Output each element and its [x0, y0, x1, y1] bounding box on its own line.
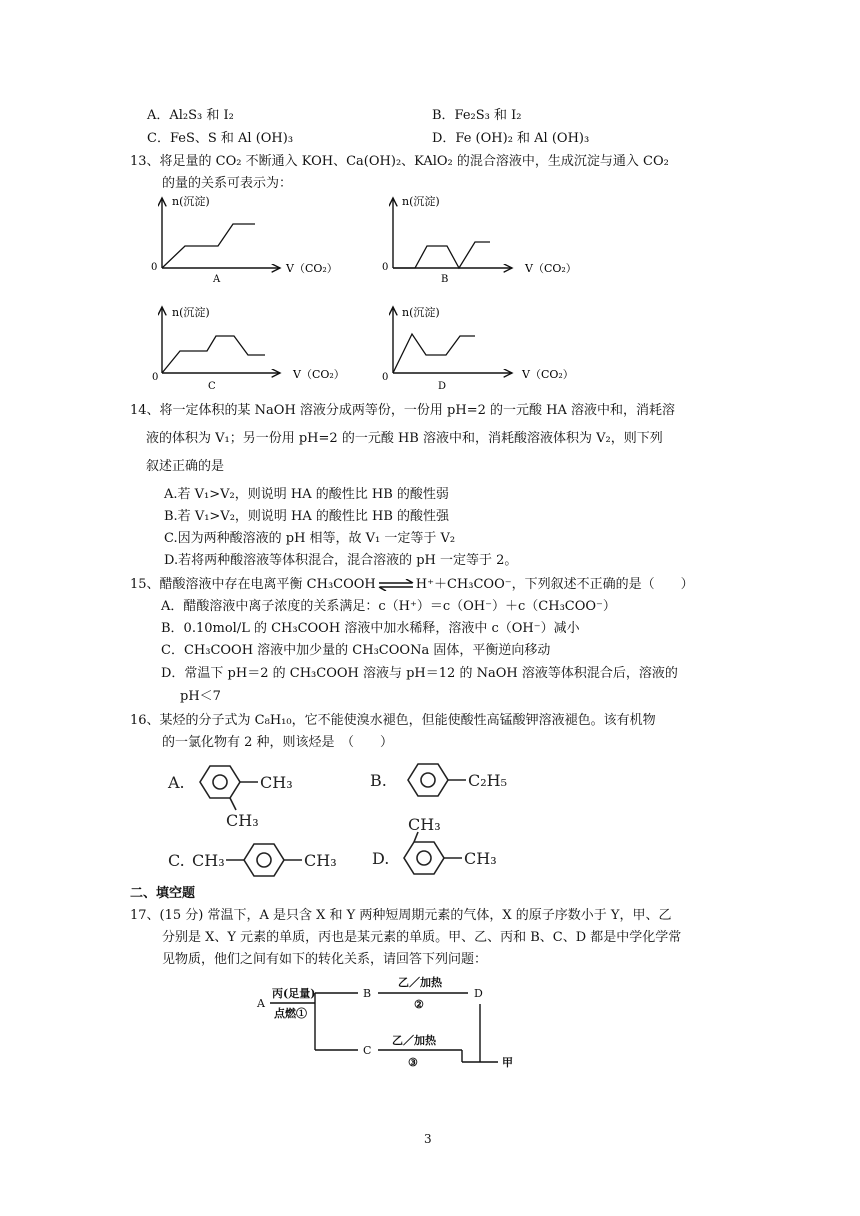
structure-a	[200, 766, 258, 810]
q17-d: D	[474, 987, 483, 1000]
a-ch3-bottom: CH₃	[226, 811, 259, 830]
graph-a	[151, 194, 338, 285]
q12-option-c: C．FeS、S 和 Al (OH)₃	[147, 131, 294, 146]
q16-stem-line2: 的一氯化物有 2 种，则该烃是 （ ）	[162, 735, 394, 750]
q12-option-a: A．Al₂S₃ 和 I₂	[147, 108, 234, 123]
graph-d-origin: 0	[382, 372, 389, 383]
q15-stem-post: H⁺＋CH₃COO⁻，下列叙述不正确的是（ ）	[415, 577, 694, 592]
q13-stem-line1: 13、将足量的 CO₂ 不断通入 KOH、Ca(OH)₂、KAlO₂ 的混合溶液中，生成沉淀与通入 CO₂	[130, 154, 669, 169]
graph-b-curve	[393, 242, 490, 268]
c-ch3-left: CH₃	[192, 851, 225, 870]
graph-d-label: D	[438, 381, 447, 390]
graph-a-label: A	[213, 274, 221, 285]
q12-option-b: B．Fe₂S₃ 和 I₂	[432, 108, 522, 123]
q17-cond1-top: 丙(足量)	[272, 987, 316, 1000]
a-ch3-right: CH₃	[260, 773, 293, 792]
section-title: 二、填空题	[130, 886, 196, 901]
b-c2h5: C₂H₅	[468, 771, 508, 790]
graph-d-ylabel: n(沉淀)	[402, 306, 440, 319]
graph-a-curve	[162, 224, 255, 268]
q17-b: B	[363, 987, 372, 1000]
structure-b	[408, 764, 466, 796]
d-ch3-top: CH₃	[408, 815, 441, 834]
q17-cond1-bot: 点燃①	[274, 1007, 307, 1020]
q15-option-c: C．CH₃COOH 溶液中加少量的 CH₃COONa 固体，平衡逆向移动	[161, 643, 551, 658]
graph-c-origin: 0	[152, 372, 159, 383]
q17-flow-diagram	[0, 970, 860, 1080]
graph-c-label: C	[208, 381, 216, 390]
graph-b-origin: 0	[382, 262, 389, 273]
q17-jia: 甲	[502, 1056, 513, 1069]
graph-b-label: B	[441, 274, 449, 285]
q17-a: A	[257, 997, 265, 1010]
q13-graphs	[0, 190, 860, 390]
equilibrium-arrows-icon	[377, 579, 415, 591]
graph-a-ylabel: n(沉淀)	[172, 195, 210, 208]
q13-stem-line2: 的量的关系可表示为：	[162, 176, 293, 191]
q14-stem-line1: 14、将一定体积的某 NaOH 溶液分成两等份，一份用 pH=2 的一元酸 HA 溶液中和，消耗溶	[130, 403, 676, 418]
structure-d	[404, 832, 462, 874]
graph-b	[382, 194, 577, 285]
graph-a-origin: 0	[151, 262, 158, 273]
q17-stem-line3: 见物质，他们之间有如下的转化关系，请回答下列问题：	[162, 952, 488, 967]
q12-option-d: D．Fe (OH)₂ 和 Al (OH)₃	[432, 131, 590, 146]
d-ch3-right: CH₃	[464, 849, 497, 868]
q14-option-b: B.若 V₁>V₂，则说明 HA 的酸性比 HB 的酸性强	[164, 509, 450, 524]
q16-stem-line1: 16、某烃的分子式为 C₈H₁₀，它不能使溴水褪色，但能使酸性高锰酸钾溶液褪色。该有机物	[130, 713, 656, 728]
c-ch3-right: CH₃	[304, 851, 337, 870]
structure-c	[226, 844, 302, 876]
graph-a-xlabel: V（CO₂）	[286, 262, 338, 275]
graph-b-xlabel: V（CO₂）	[525, 262, 577, 275]
q14-stem-line2: 液的体积为 V₁；另一份用 pH=2 的一元酸 HB 溶液中和，消耗酸溶液体积为 V₂，则下列	[146, 431, 663, 446]
q14-stem-line3: 叙述正确的是	[146, 459, 225, 474]
q14-option-d: D.若将两种酸溶液等体积混合，混合溶液的 pH 一定等于 2。	[164, 553, 518, 568]
graph-d-xlabel: V（CO₂）	[522, 368, 574, 381]
q16-structures	[0, 752, 860, 882]
q16-label-b: B.	[370, 771, 387, 790]
q16-label-a: A.	[168, 773, 185, 792]
q17-cond2-top: 乙／加热	[398, 976, 442, 989]
q15-option-d-line1: D．常温下 pH＝2 的 CH₃COOH 溶液与 pH＝12 的 NaOH 溶液等体积混合后，溶液的	[161, 666, 678, 681]
graph-d	[382, 305, 574, 390]
q17-stem-line2: 分别是 X、Y 元素的单质，丙也是某元素的单质。甲、乙、丙和 B、C、D 都是中学化学常	[162, 930, 682, 945]
page-number: 3	[424, 1132, 432, 1146]
graph-c-curve	[162, 336, 265, 373]
q15-option-b: B．0.10mol/L 的 CH₃COOH 溶液中加水稀释，溶液中 c（OH⁻）减小	[161, 621, 580, 636]
q17-cond2-bot: ②	[414, 998, 424, 1011]
graph-c	[152, 305, 345, 390]
q17-cond3-bot: ③	[408, 1056, 418, 1069]
graph-c-xlabel: V（CO₂）	[293, 368, 345, 381]
q15-stem	[130, 576, 694, 594]
q17-cond3-top: 乙／加热	[392, 1034, 436, 1047]
q17-stem-line1: 17、(15 分) 常温下，A 是只含 X 和 Y 两种短周期元素的气体，X 的原子序数小于 Y，甲、乙	[130, 908, 672, 923]
q15-option-a: A．醋酸溶液中离子浓度的关系满足：c（H⁺）＝c（OH⁻）＋c（CH₃COO⁻）	[161, 599, 616, 614]
q16-label-d: D.	[372, 849, 390, 868]
q15-stem-pre: 15、醋酸溶液中存在电离平衡 CH₃COOH	[130, 577, 376, 592]
q14-option-a: A.若 V₁>V₂，则说明 HA 的酸性比 HB 的酸性弱	[164, 487, 449, 502]
graph-d-curve	[393, 334, 475, 373]
q14-option-c: C.因为两种酸溶液的 pH 相等，故 V₁ 一定等于 V₂	[164, 531, 456, 546]
graph-c-ylabel: n(沉淀)	[172, 306, 210, 319]
graph-b-ylabel: n(沉淀)	[402, 195, 440, 208]
q16-label-c: C.	[168, 851, 185, 870]
q15-option-d-line2: pH＜7	[180, 689, 221, 704]
q17-c: C	[363, 1044, 372, 1057]
